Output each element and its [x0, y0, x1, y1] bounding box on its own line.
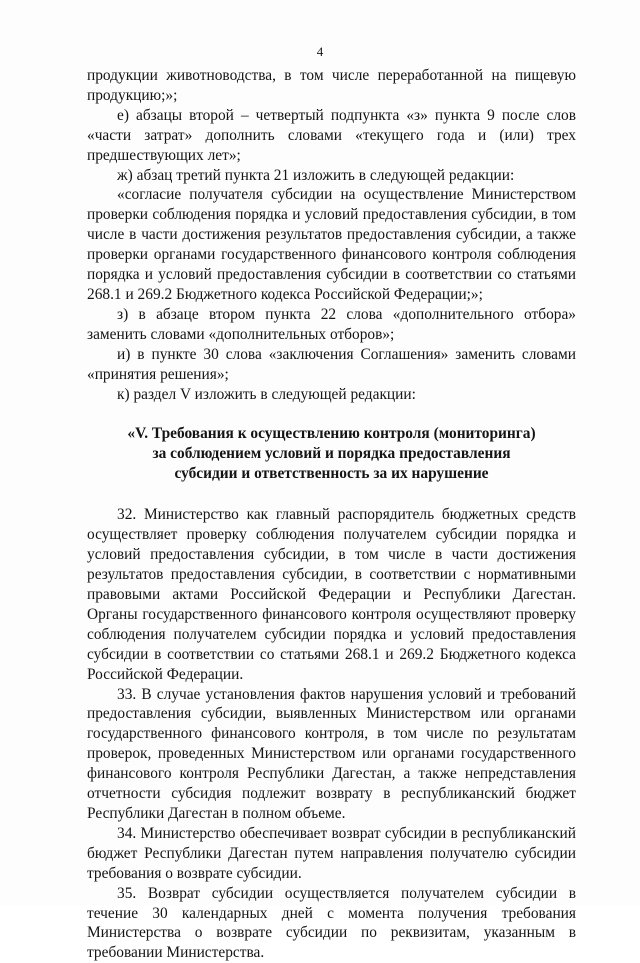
paragraph-item-35: 35. Возврат субсидии осуществляется получателем субсидии в течение 30 календарных дней с момента получения требования Министерства о возврате субсидии по реквизитам, указанным в требовании Министерства.	[87, 884, 576, 962]
paragraph-amendment-z: з) в абзаце втором пункта 22 слова «дополнительного отбора» заменить словами «дополнительных отборов»;	[87, 305, 576, 343]
paragraph-amendment-e: е) абзацы второй – четвертый подпункта «з» пункта 9 после слов «части затрат» дополнить словами «текущего года и (или) трех предшествующих лет»;	[87, 106, 576, 164]
paragraph-amendment-k: к) раздел V изложить в следующей редакции:	[117, 385, 416, 403]
paragraph-item-34: 34. Министерство обеспечивает возврат субсидии в республиканский бюджет Республики Дагестан путем направления получателю субсидии требования о возврате субсидии.	[87, 824, 576, 882]
paragraph-continuation: продукции животноводства, в том числе переработанной на пищевую продукцию;»;	[87, 67, 576, 104]
section-heading-line: «V. Требования к осуществлению контроля (мониторинга)	[127, 425, 536, 443]
paragraph-amendment-i: и) в пункте 30 слова «заключения Соглашения» заменить словами «принятия решения»;	[87, 345, 576, 383]
section-heading	[87, 424, 576, 484]
section-heading-line: за соблюдением условий и порядка предоставления	[152, 445, 511, 463]
document-body	[87, 66, 576, 963]
page-number: 4	[316, 44, 324, 59]
paragraph-quoted-consent: «согласие получателя субсидии на осуществление Министерством проверки соблюдения порядка и условий предоставления субсидии, в том числе в части достижения результатов предоставления субсидии, а также проверки органами государственного финансового контроля соблюдения порядка и условий предоставления субсидии в соответствии со статьями 268.1 и 269.2 Бюджетного кодекса Российской Федерации;»;	[87, 186, 576, 303]
section-heading-line: субсидии и ответственность за их нарушение	[174, 465, 489, 483]
paragraph-amendment-zh: ж) абзац третий пункта 21 изложить в следующей редакции:	[117, 166, 515, 184]
paragraph-item-32: 32. Министерство как главный распорядитель бюджетных средств осуществляет проверку соблюдения получателем субсидии порядка и условий предоставления субсидии, в том числе в части достижения результатов предоставления субсидии, в соответствии с нормативными правовыми актами Российской Федерации и Республики Дагестан. Органы государственного финансового контроля осуществляют проверку соблюдения получателем субсидии порядка и условий предоставления субсидии в соответствии со статьями 268.1 и 269.2 Бюджетного кодекса Российской Федерации.	[87, 506, 576, 683]
paragraph-item-33: 33. В случае установления фактов нарушения условий и требований предоставления субсидии, выявленных Министерством или органами государственного финансового контроля, в том числе по результатам проверок, проведенных Министерством или органами государственного финансового контроля Республики Дагестан, а также непредставления отчетности субсидия подлежит возврату в республиканский бюджет Республики Дагестан в полном объеме.	[87, 685, 576, 822]
